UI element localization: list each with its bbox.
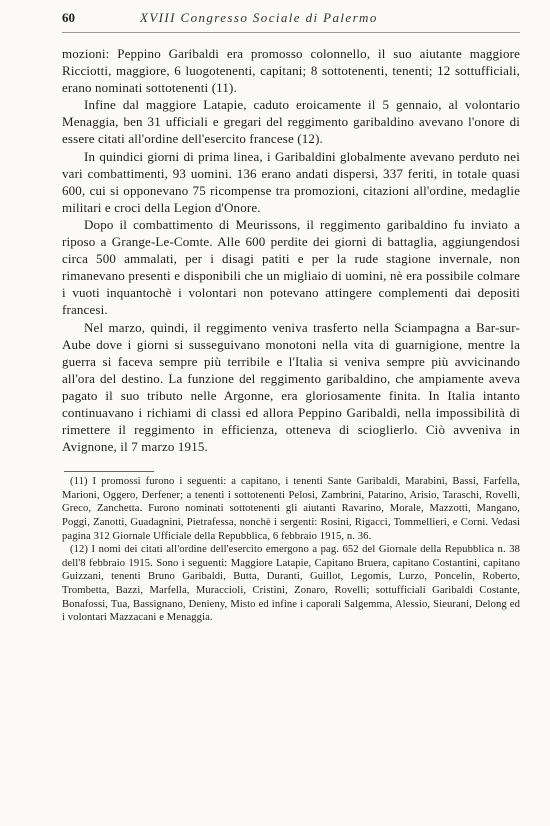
paragraph: Infine dal maggiore Latapie, caduto eroicamente il 5 gennaio, al volontario Menaggia, ben 31 ufficiali e gregari del reggimento garibaldino avevano l'onore di essere citati all'ordine dell'esercito francese (12).	[62, 97, 520, 147]
paragraph: Nel marzo, quindi, il reggimento veniva trasferto nella Sciampagna a Bar-sur-Aube dove i giorni si susseguivano monotoni nella vita di guarnigione, mentre la guerra si faceva sempre più terribile e l'Italia si veniva sempre più avvicinando all'ora del destino. La funzione del reggimento garibaldino, che ampiamente aveva pagato il suo tributo nelle Argonne, era gloriosamente finita. In Italia intanto continuavano i richiami di classi ed allora Peppino Garibaldi, nella impossibilità di rimettere il reggimento in efficienza, otteneva di scioglierlo. Ciò avveniva in Avignone, il 7 marzo 1915.	[62, 319, 520, 455]
page-number: 60	[62, 10, 75, 25]
running-header	[62, 10, 520, 33]
running-title: XVIII Congresso Sociale di Palermo	[140, 10, 378, 25]
footnote: (12) I nomi dei citati all'ordine dell'esercito emergono a pag. 652 del Giornale della Repubblica n. 38 dell'8 febbraio 1915. Sono i seguenti: Maggiore Latapie, Capitano Bruera, capitano Costantini, capitano Guizzani, tenenti Bruno Garibaldi, Butta, Duranti, Guillot, Legomis, Lurzo, Poncelin, Roberto, Trombetta, Bazzi, Marfella, Muraccioli, Cristini, Zonaro, Rovelli; sottufficiali Garibaldi Costante, Bonafossi, Tua, Bassignano, Denieny, Misto ed infine i caporali Salgemma, Alessio, Sieurani, Delong ed i volontari Mazzacani e Menaggia.	[62, 544, 520, 624]
main-text	[62, 45, 520, 455]
paragraph: Dopo il combattimento di Meurissons, il reggimento garibaldino fu inviato a riposo a Grange-Le-Comte. Alle 600 perdite dei giorni di battaglia, aggiungendosi circa 500 ammalati, per i disagi patiti e per la rude stagione invernale, non rimanevano presenti e disponibili che un migliaio di uomini, nè era possibile colmare i vuoti inquantochè i volontari non potevano attingere complementi dai depositi francesi.	[62, 216, 520, 318]
footnote-divider	[64, 471, 154, 472]
paragraph: In quindici giorni di prima linea, i Garibaldini globalmente avevano perduto nei vari combattimenti, 93 uomini. 136 erano andati dispersi, 337 feriti, in totale quasi 600, cui si opponevano 75 ricompense tra promozioni, citazioni all'ordine, medaglie militari e croci della Legion d'Onore.	[62, 148, 520, 215]
footnote: (11) I promossi furono i seguenti: a capitano, i tenenti Sante Garibaldi, Marabini, Bassi, Farfella, Marioni, Oggero, Derfener; a tenenti i sottotenenti Pelosi, Zambrini, Patarino, Arisio, Taraschi, Rovelli, Greco, Zanchetta. Furono nominati sottotenenti gli aiutanti Ravarino, Morale, Mazzotti, Mangano, Poggi, Zanotti, Guadagnini, Pietrafessa, nonchè i sergenti: Rosini, Rigacci, Tommellieri, e Corni. Vedasi pagina 312 Giornale Ufficiale della Repubblica, 6 febbraio 1915, n. 36.	[62, 476, 520, 542]
footnotes	[62, 475, 520, 625]
paragraph: mozioni: Peppino Garibaldi era promosso colonnello, il suo aiutante maggiore Ricciotti, maggiore, 6 luogotenenti, capitani; 8 sottotenenti, tenenti; 12 sottufficiali, erano nominati sottotenenti (11).	[62, 46, 520, 96]
